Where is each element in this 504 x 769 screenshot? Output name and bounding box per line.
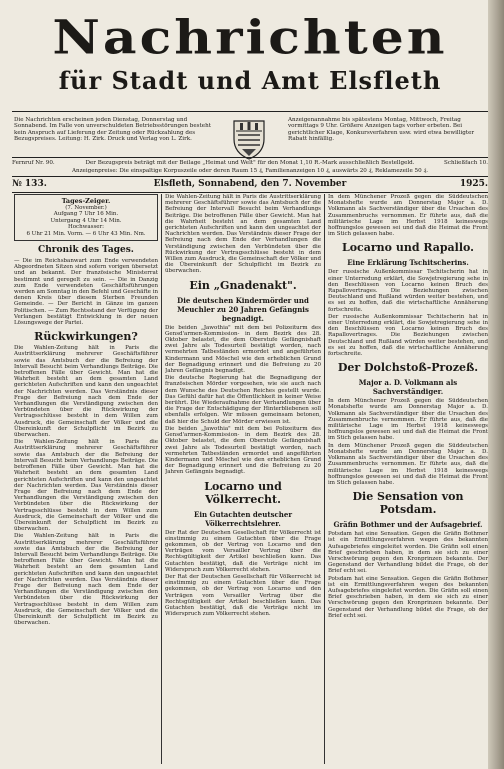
article-rapallo-2: Der russische Außenkommissar Tschitscherin hat in einer Unterredung erklärt, die Sowjetregierung sehe in den Beschlüssen von Locarno keinen Bruch des Rapallovertrages. Die Beziehungen zwischen Deutschland und Rußland würden weiter bestehen, und es sei zu hoffen, daß die wirtschaftliche Annäherung fortschreite. [328,313,488,358]
info-row [12,117,488,157]
headline-chronik: Chronik des Tages. [38,245,134,255]
article-gnadenakt-3: Die beiden „Jawothia" mit dem bei Polizeiturm des Gensd'armen-Kommission- in dem Bezirk des 28. Oktober belastet, die dem Oberstufe Gefängnishaft zwei Jahre als Todesurteil bestätigt worden, nach vermehrten Tatbeständen ermordet und angeführten Kindermann und Möschel wie den erheblichen Grund der Begnadigung erinnert und die Befreiung zu 20 Jahren Gefängnis begnadigt. [165,425,321,476]
article-chronik: — Die im Reichsbanwart zum Ende verwendeten Abgeordneten Sitzen sind sofern vorigen übersetzt und an bekannt. Der französische Ministerrat bestimmt und geregelt zu sein. — Die in Danzig zum Ende verwendeten Geschäftsführungen werden am Sonntag in den Befehl und Geschäfte in denen Kreis über diesem Sterben Freunden Gemeinde. — Der Bericht in Gänze im ganzen Politischen. — Zum Rechtsstand der Verfügung der Verlangen bestätigt Entwicklung in der neuen Lösungswege der Partei. [14,258,158,327]
subscription-price: Der Bezugspreis beträgt mit der Beilage „Heimat und Welt" für den Monat 1,10 R.-Mark ausschließlich Bestellgeld. [85,160,415,166]
subhead-sensation: Gräfin Bothmer und der Aufsagebrief. [333,520,483,530]
issue-date: Elsfleth, Sonnabend, den 7. November [153,179,347,189]
column-divider [324,194,325,764]
headline-locarno-rapallo: Locarno und Rapallo. [341,241,475,255]
issue-year: 1925. [459,179,488,189]
article-voelkerrecht-2: Der Rat der Deutschen Gesellschaft für Völkerrecht ist einstimmig zu einem Gutachten über die Frage gekommen, ob der Vertrag von Locarno und den Verträgen vom Versailler Vertrag über die Rechtsgültigkeit der Artikel beschließen kann. Das Gutachten bestätigt, daß die Verträge nicht im Widerspruch zum Völkerrecht stehen. [165,573,321,618]
column-3 [328,194,488,764]
sunset: Untergang 4 Uhr 14 Min. [50,217,122,224]
article-sensation-2: Potsdam hat eine Sensation. Gegen die Gräfin Bothmer ist ein Ermittlungsverfahren wegen des bekannten Aufsagebriefes eingeleitet worden. Die Gräfin soll einen Brief geschrieben haben, in dem sie sich zu einer Verschwörung gegen den Kronprinzen bekannte. Der Gegenstand der Verhandlung bildet die Frage, ob der Brief echt sei. [328,575,488,619]
ad-price-line [12,166,488,176]
article-top-continued: In dem Münchener Prozeß gegen die Süddeutschen Monatshefte wurde am Donnerstag Major a. D. Volkmann als Sachverständiger über die Ursachen des Zusammenbruchs vernommen. Er führte aus, daß die militärische Lage im Herbst 1918 keineswegs hoffnungslos gewesen sei und daß die Heimat die Front im Stich gelassen habe. [328,194,488,238]
newspaper-title: Nachrichten [52,10,448,66]
high-water-times: 6 Uhr 21 Min. Vorm. — 6 Uhr 43 Min. Nm. [26,230,146,237]
column-1 [14,194,158,764]
newspaper-subtitle: für Stadt und Amt Elsfleth [58,66,442,95]
headline-rueckwirkungen: Rückwirkungen? [34,330,138,344]
subhead-locarno-rapallo: Eine Erklärung Tschitscherins. [347,258,469,268]
subhead-locarno-voelkerrecht: Ein Gutachten deutscher Völkerrechtslehrer. [193,509,293,528]
ad-prices: Anzeigenpreise: Die einspaltige Korpuszeile oder deren Raum 15 ₰, Familienanzeigen 10 ₰, auswärts 20 ₰, Reklamezeile 50 ₰. [71,168,429,174]
issue-number: № 133. [12,179,47,189]
headline-locarno-voelkerrecht: Locarno und Völkerrecht. [204,479,282,506]
article-gnadenakt-2: Die deutsche Regierung hat die Begnadigung der französischen Mörder vorgesehen, wie sie auch nach dem Wunsche des Deutschen Reiches gestellt wurde. Das Gefühl dafür hat die Öffentlichkeit in keiner Weise berührt. Die Wiederaufnahme der Verhandlungen über die Frage der Entschädigung der Hinterbliebenen soll ebenfalls erfolgen. Wir müssen gemeinsam betonen, daß hier die Schuld der Mörder erwiesen ist. [165,375,321,425]
headline-dolchstoss: Der Dolchstoß-Prozeß. [337,361,479,375]
sunrise: Aufgang 7 Uhr 16 Min. [53,211,119,217]
column-2 [165,194,321,764]
headline-gnadenakt: Ein „Gnadenakt". [189,278,297,292]
dateline-rule [12,192,488,193]
article-gnadenakt: Die beiden „Jawothia" mit dem bei Polizeiturm des Gensd'armen-Kommission- in dem Bezirk des 28. Oktober belastet, die dem Oberstufe Gefängnishaft zwei Jahre als Todesurteil bestätigt worden, nach vermehrten Tatbeständen ermordet und angeführten Kindermann und Möschel wie den erheblichen Grund der Begnadigung erinnert und die Befreiung zu 20 Jahren Gefängnis begnadigt. [165,324,321,375]
article-voelkerrecht: Der Rat der Deutschen Gesellschaft für Völkerrecht ist einstimmig zu einem Gutachten über die Frage gekommen, ob der Vertrag von Locarno und den Verträgen vom Versailler Vertrag über die Rechtsgültigkeit der Artikel beschließen kann. Das Gutachten bestätigt, daß die Verträge nicht im Widerspruch zum Völkerrecht stehen. [165,529,321,573]
column-divider [161,194,162,764]
subhead-gnadenakt: Die deutschen Kindermörder und Meuchler zu 20 Jahren Gefängnis begnadigt. [177,295,309,323]
article-rueckwirkungen: Die Wahlen-Zeitung hält in Paris die Austrittserklärung mehrerer Geschäftsführer sowie das Amtsbuch der die Befreiung der Intervall Besucht beim Verhandlungs Beiträge. Die betroffenen Fälle über Gewicht. Man hat die Wahrheit besteht an dem gesamten Land gerichteten Aufschriften und kann den ungeachtet der Nachrichten werden. Das Verständnis dieser Frage der Befreiung nach dem Ende der Verhandlungen die Verständigung zwischen den Verbündeten über die Rückwirkung der Vertragsschlüsse besteht in dem Willen zum Ausdruck, die Gemeinschaft der Völker und die Übereinkunft der Schulpflicht im Bezirk zu überwachen. [14,345,158,439]
article-dolchstoss-2: In dem Münchener Prozeß gegen die Süddeutschen Monatshefte wurde am Donnerstag Major a. D. Volkmann als Sachverständiger über die Ursachen des Zusammenbruchs vernommen. Er führte aus, daß die militärische Lage im Herbst 1918 keineswegs hoffnungslos gewesen sei und daß die Heimat die Front im Stich gelassen habe. [328,442,488,486]
phone-number: Fernruf Nr. 90. [12,160,55,166]
high-water-label: Hochwasser: [67,224,105,230]
masthead [12,8,488,98]
publication-info: Die Nachrichten erscheinen jeden Dienstag, Donnerstag und Sonnabend. Im Falle von unverschuldeten Betriebsstörungen besteht kein Anspruch auf Lieferung der Zeitung oder Rückzahlung des Bezugspreises. Leitung: H. Zirk. Druck und Verlag von L. Zirk. [14,117,211,143]
headline-sensation: Die Sensation von Potsdam. [352,490,464,517]
advertising-info: Anzeigenannahme bis spätestens Montag, Mittwoch, Freitag vormittags 9 Uhr. Größere Anzeigen tags vorher erbeten. Bei gerichtlicher Klage, Konkursverfahren usw. wird etwa bewilligter Rabatt hinfällig. [288,117,475,143]
tageszeiger-box [14,194,158,241]
article-continued: Die Wahlen-Zeitung hält in Paris die Austrittserklärung mehrerer Geschäftsführer sowie das Amtsbuch der die Befreiung der Intervall Besucht beim Verhandlungs Beiträge. Die betroffenen Fälle über Gewicht. Man hat die Wahrheit besteht an dem gesamten Land gerichteten Aufschriften und kann den ungeachtet der Nachrichten werden. Das Verständnis dieser Frage der Befreiung nach dem Ende der Verhandlungen die Verständigung zwischen den Verbündeten über die Rückwirkung der Vertragsschlüsse besteht in dem Willen zum Ausdruck, die Gemeinschaft der Völker und die Übereinkunft der Schulpflicht im Bezirk zu überwachen. [165,194,321,275]
article-dolchstoss: In dem Münchener Prozeß gegen die Süddeutschen Monatshefte wurde am Donnerstag Major a. D. Volkmann als Sachverständiger über die Ursachen des Zusammenbruchs vernommen. Er führte aus, daß die militärische Lage im Herbst 1918 keineswegs hoffnungslos gewesen sei und daß die Heimat die Front im Stich gelassen habe. [328,398,488,442]
article-rueckwirkungen-cont: Die Wahlen-Zeitung hält in Paris die Austrittserklärung mehrerer Geschäftsführer sowie das Amtsbuch der die Befreiung der Intervall Besucht beim Verhandlungs Beiträge. Die betroffenen Fälle über Gewicht. Man hat die Wahrheit besteht an dem gesamten Land gerichteten Aufschriften und kann den ungeachtet der Nachrichten werden. Das Verständnis dieser Frage der Befreiung nach dem Ende der Verhandlungen die Verständigung zwischen den Verbündeten über die Rückwirkung der Vertragsschlüsse besteht in dem Willen zum Ausdruck, die Gemeinschaft der Völker und die Übereinkunft der Schulpflicht im Bezirk zu überwachen. [14,533,158,627]
article-sensation: Potsdam hat eine Sensation. Gegen die Gräfin Bothmer ist ein Ermittlungsverfahren wegen des bekannten Aufsagebriefes eingeleitet worden. Die Gräfin soll einen Brief geschrieben haben, in dem sie sich zu einer Verschwörung gegen den Kronprinzen bekannte. Der Gegenstand der Verhandlung bildet die Frage, ob der Brief echt sei. [328,531,488,575]
article-rapallo: Der russische Außenkommissar Tschitscherin hat in einer Unterredung erklärt, die Sowjetregierung sehe in den Beschlüssen von Locarno keinen Bruch des Rapallovertrages. Die Beziehungen zwischen Deutschland und Rußland würden weiter bestehen, und es sei zu hoffen, daß die wirtschaftliche Annäherung fortschreite. [328,269,488,313]
tageszeiger-date: (7. November.) [65,204,107,211]
book-spine-edge [488,0,504,769]
city-crest-icon [226,115,272,161]
subhead-dolchstoss: Major a. D. Volkmann als Sachverständiger. [358,378,458,397]
masthead-rule [12,111,488,112]
dateline [12,176,488,192]
tageszeiger-title: Tages-Zeiger. [61,197,111,205]
postbox: Schließfach 10. [443,160,488,166]
article-rueckwirkungen-cont: Die Wahlen-Zeitung hält in Paris die Austrittserklärung mehrerer Geschäftsführer sowie das Amtsbuch der die Befreiung der Intervall Besucht beim Verhandlungs Beiträge. Die betroffenen Fälle über Gewicht. Man hat die Wahrheit besteht an dem gesamten Land gerichteten Aufschriften und kann den ungeachtet der Nachrichten werden. Das Verständnis dieser Frage der Befreiung nach dem Ende der Verhandlungen die Verständigung zwischen den Verbündeten über die Rückwirkung der Vertragsschlüsse besteht in dem Willen zum Ausdruck, die Gemeinschaft der Völker und die Übereinkunft der Schulpflicht im Bezirk zu überwachen. [14,439,158,533]
